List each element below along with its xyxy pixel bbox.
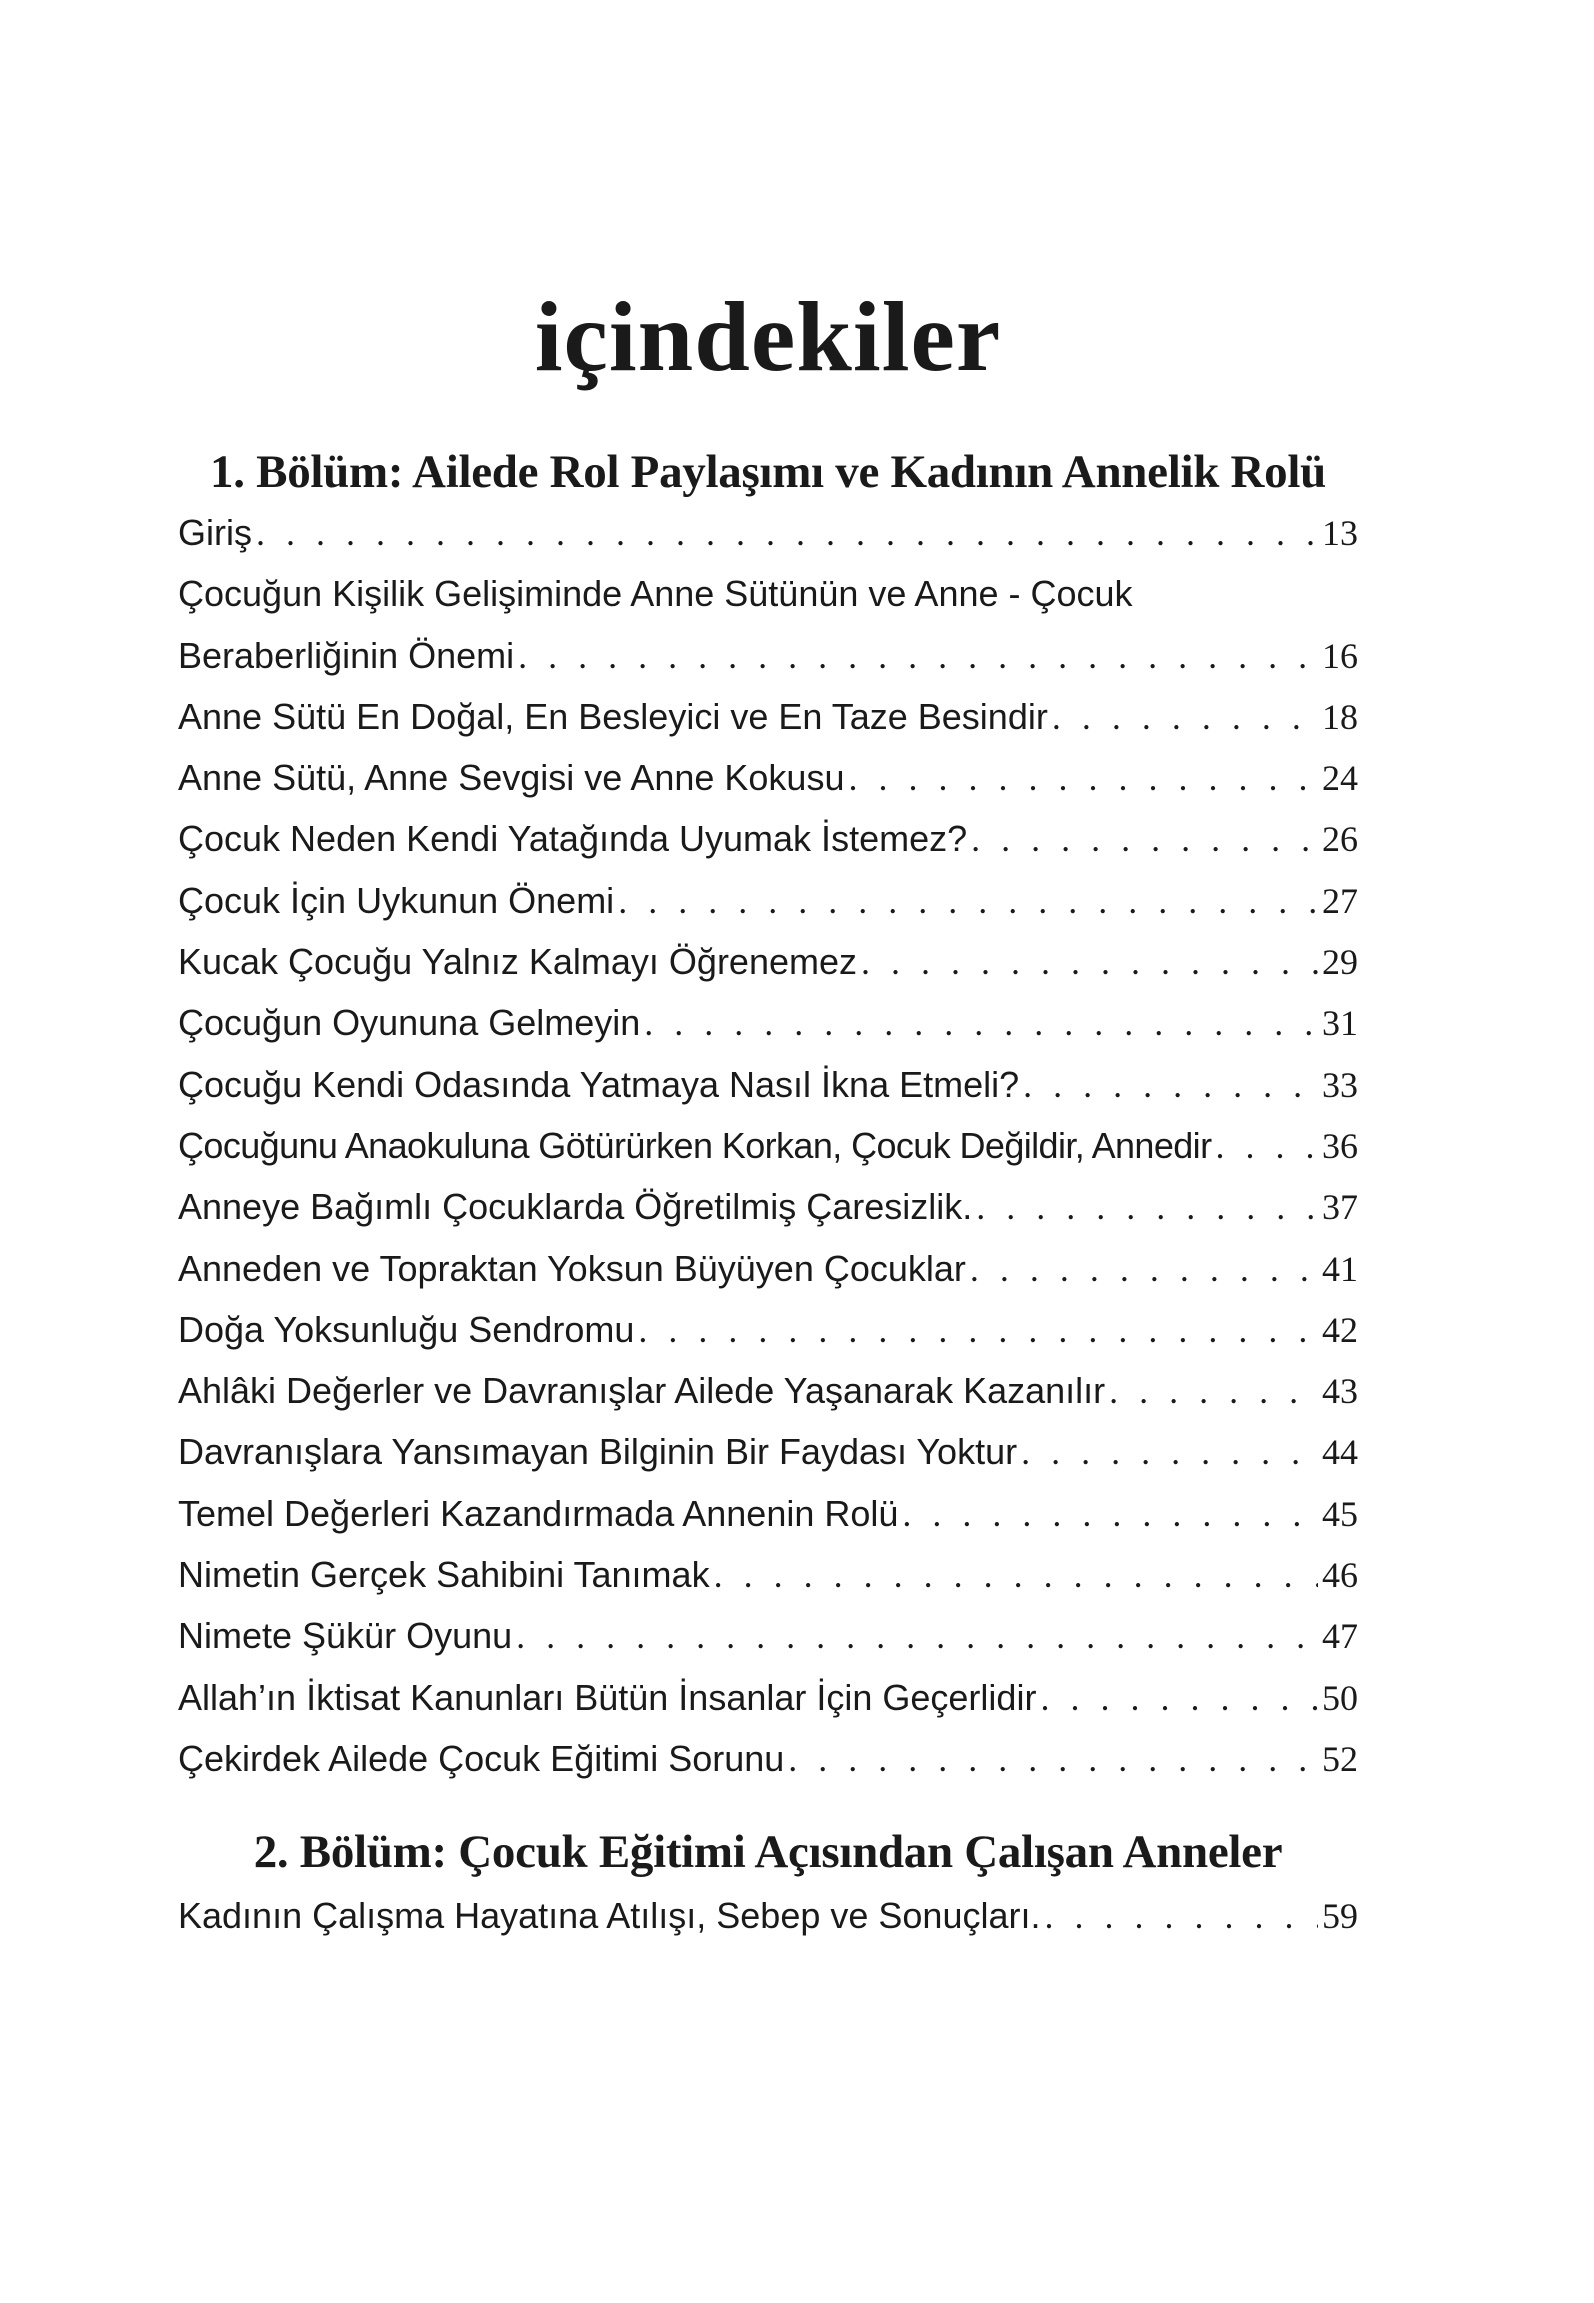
dot-leader (861, 932, 1318, 993)
entry-title: Anneye Bağımlı Çocuklarda Öğretilmiş Çaresizlik. (178, 1186, 973, 1228)
page-number: 27 (1322, 880, 1358, 921)
page-number: 16 (1322, 635, 1358, 676)
page-number: 29 (1322, 942, 1358, 983)
toc-list (178, 502, 1358, 1789)
dot-leader (618, 871, 1318, 932)
page-number: 52 (1322, 1738, 1358, 1779)
entry-title: Çocuk İçin Uykunun Önemi (178, 879, 615, 921)
dot-leader (1052, 687, 1318, 748)
dot-leader (1040, 1668, 1318, 1729)
entry-title: Anne Sütü, Anne Sevgisi ve Anne Kokusu (178, 757, 845, 799)
page-number: 47 (1322, 1616, 1358, 1657)
entry-title: Nimetin Gerçek Sahibini Tanımak (178, 1554, 710, 1596)
entry-title: Çocuğunu Anaokuluna Götürürken Korkan, Çocuk Değildir, Annedir (178, 1124, 1212, 1166)
toc-entry (178, 1483, 1358, 1544)
dot-leader (638, 1300, 1318, 1361)
toc-entry (178, 1728, 1358, 1789)
toc-entry (178, 686, 1358, 747)
dot-leader (644, 993, 1318, 1054)
section-heading: 1. Bölüm: Ailede Rol Paylaşımı ve Kadının Annelik Rolü (210, 446, 1326, 498)
toc-entry (178, 1421, 1358, 1482)
entry-title: Nimete Şükür Oyunu (178, 1615, 513, 1657)
page-number: 26 (1322, 819, 1358, 860)
entry-title: Davranışlara Yansımayan Bilginin Bir Faydası Yoktur (178, 1431, 1018, 1473)
dot-leader (518, 626, 1318, 687)
toc-entry (178, 1054, 1358, 1115)
page-number: 45 (1322, 1493, 1358, 1534)
page-number: 59 (1322, 1896, 1358, 1936)
page-number: 36 (1322, 1125, 1358, 1166)
entry-title: Çekirdek Ailede Çocuk Eğitimi Sorunu (178, 1737, 785, 1779)
toc-entry (178, 870, 1358, 931)
entry-title: Allah’ın İktisat Kanunları Bütün İnsanlar İçin Geçerlidir (178, 1676, 1037, 1718)
entry-title: Çocuğu Kendi Odasında Yatmaya Nasıl İkna Etmeli? (178, 1063, 1020, 1105)
toc-entry (178, 808, 1358, 869)
dot-leader (256, 503, 1318, 564)
entry-title: Anne Sütü En Doğal, En Besleyici ve En Taze Besindir (178, 695, 1048, 737)
page-number: 33 (1322, 1064, 1358, 1105)
entry-title: Giriş (178, 512, 252, 553)
dot-leader (848, 748, 1318, 809)
dot-leader (1215, 1116, 1318, 1177)
entry-title: Kucak Çocuğu Yalnız Kalmayı Öğrenemez (178, 941, 858, 983)
toc-entry (178, 1360, 1358, 1421)
page-number: 42 (1322, 1309, 1358, 1350)
toc-entry (178, 1176, 1358, 1237)
dot-leader (970, 1239, 1318, 1300)
page-number: 50 (1322, 1677, 1358, 1718)
entry-title: Ahlâki Değerler ve Davranışlar Ailede Yaşanarak Kazanılır (178, 1370, 1106, 1412)
toc-entry (178, 1885, 1358, 1946)
page-number: 24 (1322, 758, 1358, 799)
entry-title: Çocuğun Kişilik Gelişiminde Anne Sütünün ve Anne - Çocuk (178, 573, 1133, 615)
page-number: 46 (1322, 1555, 1358, 1596)
dot-leader (788, 1729, 1318, 1790)
toc-entry (178, 1299, 1358, 1360)
toc-entry (178, 747, 1358, 808)
dot-leader (976, 1177, 1318, 1238)
toc-entry-line (178, 563, 1358, 624)
entry-title: Temel Değerleri Kazandırmada Annenin Rolü (178, 1492, 899, 1534)
toc-entry (178, 1238, 1358, 1299)
dot-leader (1021, 1422, 1318, 1483)
page-number: 31 (1322, 1003, 1358, 1044)
dot-leader (1044, 1886, 1318, 1947)
page-number: 18 (1322, 696, 1358, 737)
entry-title: Çocuğun Oyununa Gelmeyin (178, 1002, 641, 1044)
page-number: 43 (1322, 1371, 1358, 1412)
page-title: içindekiler (534, 281, 1002, 392)
toc-entry (178, 1605, 1358, 1666)
dot-leader (714, 1545, 1318, 1606)
dot-leader (902, 1484, 1318, 1545)
dot-leader (1109, 1361, 1318, 1422)
dot-leader (971, 809, 1318, 870)
entry-title: Anneden ve Topraktan Yoksun Büyüyen Çocuklar (178, 1247, 966, 1289)
page-number: 37 (1322, 1187, 1358, 1228)
toc-entry (178, 1667, 1358, 1728)
page-number: 13 (1322, 513, 1358, 553)
toc-entry (178, 1115, 1358, 1176)
entry-title: Beraberliğinin Önemi (178, 634, 515, 676)
page-number: 44 (1322, 1432, 1358, 1473)
entry-title: Doğa Yoksunluğu Sendromu (178, 1308, 635, 1350)
section-heading: 2. Bölüm: Çocuk Eğitimi Açısından Çalışan Anneler (253, 1826, 1283, 1878)
toc-entry (178, 625, 1358, 686)
entry-title: Kadının Çalışma Hayatına Atılışı, Sebep ve Sonuçları. (178, 1895, 1041, 1936)
toc-entry (178, 992, 1358, 1053)
toc-list (178, 1885, 1358, 1946)
toc-entry (178, 931, 1358, 992)
dot-leader (1023, 1055, 1318, 1116)
page-number: 41 (1322, 1248, 1358, 1289)
entry-title: Çocuk Neden Kendi Yatağında Uyumak İstemez? (178, 818, 968, 860)
toc-entry (178, 1544, 1358, 1605)
toc-entry (178, 502, 1358, 563)
dot-leader (516, 1606, 1318, 1667)
